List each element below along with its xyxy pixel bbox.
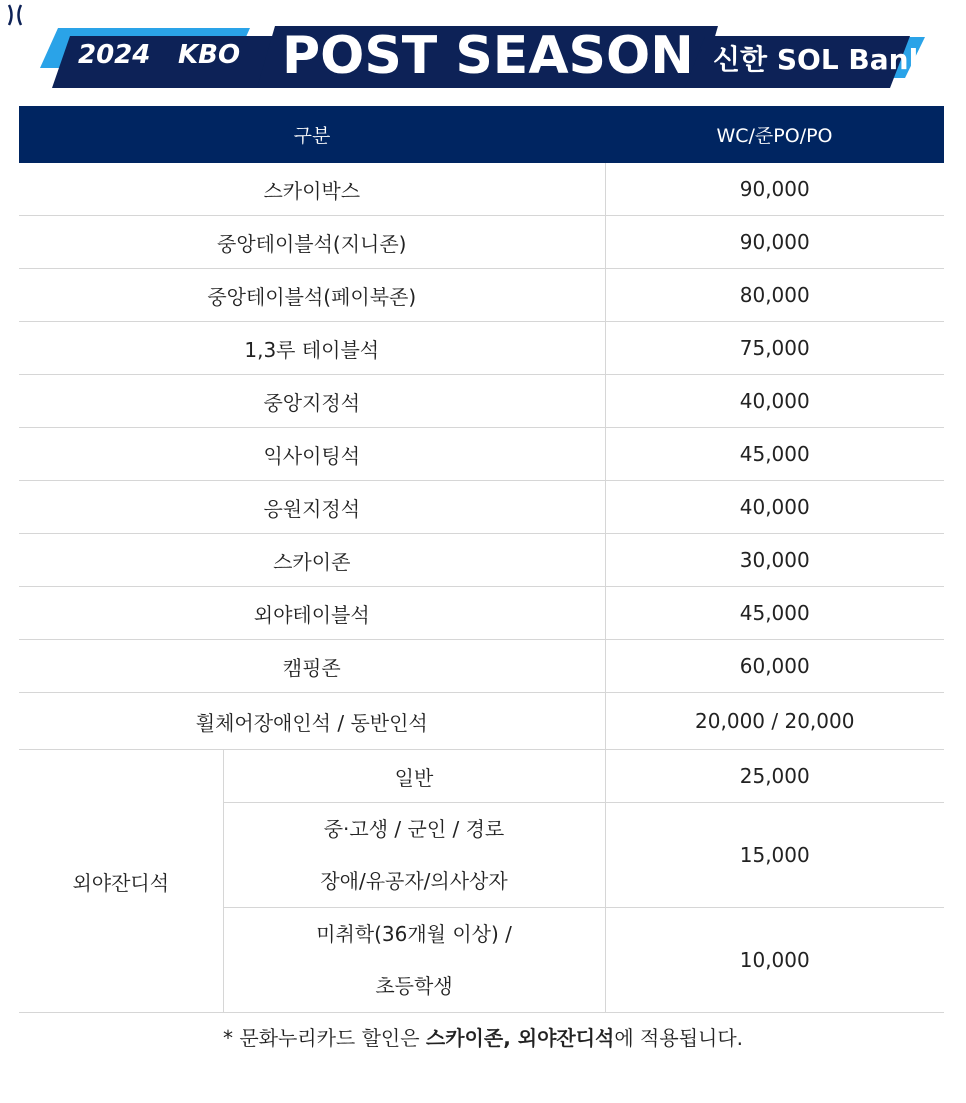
table-row bbox=[19, 640, 944, 693]
table-row bbox=[19, 375, 944, 428]
footnote-bold: 스카이존, 외야잔디석 bbox=[425, 1026, 615, 1050]
seat-price: 15,000 bbox=[605, 803, 944, 908]
seat-price: 80,000 bbox=[605, 269, 944, 322]
seat-price: 40,000 bbox=[605, 481, 944, 534]
seat-name: 응원지정석 bbox=[19, 481, 605, 534]
seat-price: 45,000 bbox=[605, 587, 944, 640]
subseat-line: 장애/유공자/의사상자 bbox=[320, 869, 508, 893]
footnote-suffix: 에 적용됩니다. bbox=[614, 1026, 744, 1050]
seat-price: 90,000 bbox=[605, 216, 944, 269]
subseat-line: 중·고생 / 군인 / 경로 bbox=[323, 817, 505, 841]
table-header-row bbox=[19, 106, 944, 163]
table-row bbox=[19, 693, 944, 750]
table-row bbox=[19, 481, 944, 534]
table-row bbox=[19, 216, 944, 269]
subseat-line: 미취학(36개월 이상) / bbox=[316, 922, 512, 946]
seat-name: 중앙테이블석(지니존) bbox=[19, 216, 605, 269]
banner-league: KBO bbox=[178, 40, 241, 70]
seat-price: 30,000 bbox=[605, 534, 944, 587]
subseat-line: 초등학생 bbox=[375, 974, 453, 998]
seat-name: 스카이박스 bbox=[19, 163, 605, 216]
group-name: 외야잔디석 bbox=[19, 750, 223, 1013]
banner-sponsor: 신한 SOL Bank bbox=[713, 43, 928, 76]
table-row bbox=[19, 534, 944, 587]
seat-price: 10,000 bbox=[605, 908, 944, 1013]
footnote bbox=[0, 1022, 966, 1051]
post-season-banner bbox=[0, 0, 966, 100]
seat-price: 25,000 bbox=[605, 750, 944, 803]
subseat-name bbox=[223, 803, 605, 908]
seat-price: 45,000 bbox=[605, 428, 944, 481]
banner-year: 2024 bbox=[78, 40, 151, 70]
table-row bbox=[19, 750, 944, 803]
table-row bbox=[19, 322, 944, 375]
seat-price: 90,000 bbox=[605, 163, 944, 216]
seat-name: 스카이존 bbox=[19, 534, 605, 587]
seat-price: 20,000 / 20,000 bbox=[605, 693, 944, 750]
footnote-prefix: * 문화누리카드 할인은 bbox=[222, 1026, 426, 1050]
seat-name: 외야테이블석 bbox=[19, 587, 605, 640]
table-row bbox=[19, 587, 944, 640]
seat-name: 중앙지정석 bbox=[19, 375, 605, 428]
table-row bbox=[19, 269, 944, 322]
seat-name: 캠핑존 bbox=[19, 640, 605, 693]
seat-price: 60,000 bbox=[605, 640, 944, 693]
table-row bbox=[19, 428, 944, 481]
seat-name: 중앙테이블석(페이북존) bbox=[19, 269, 605, 322]
baseball-icon bbox=[0, 0, 30, 30]
seat-name: 휠체어장애인석 / 동반인석 bbox=[19, 693, 605, 750]
seat-price: 40,000 bbox=[605, 375, 944, 428]
subseat-name bbox=[223, 908, 605, 1013]
banner-title: POST SEASON bbox=[282, 26, 694, 86]
header-category: 구분 bbox=[19, 106, 605, 163]
table-row bbox=[19, 163, 944, 216]
seat-name: 1,3루 테이블석 bbox=[19, 322, 605, 375]
header-price: WC/준PO/PO bbox=[605, 106, 944, 163]
ticket-price-table bbox=[19, 106, 944, 1013]
seat-price: 75,000 bbox=[605, 322, 944, 375]
subseat-name: 일반 bbox=[223, 750, 605, 803]
seat-name: 익사이팅석 bbox=[19, 428, 605, 481]
